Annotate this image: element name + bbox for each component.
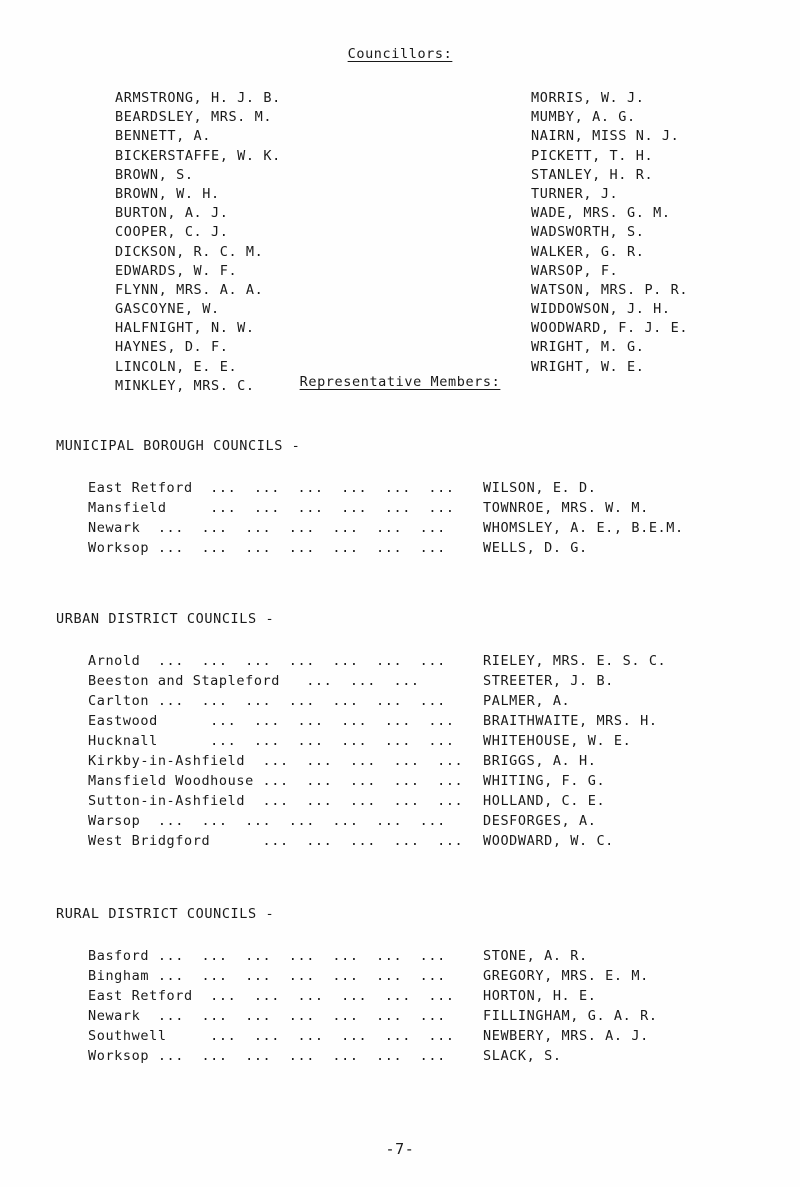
councillor-name: BROWN, W. H.	[115, 185, 220, 202]
member-name: HOLLAND, C. E.	[483, 793, 606, 809]
councillors-left-column	[115, 89, 435, 396]
representative-row	[88, 811, 776, 831]
council-name: Mansfield ... ... ... ... ... ...	[88, 500, 455, 516]
council-name: Worksop ... ... ... ... ... ... ...	[88, 540, 446, 556]
member-name: STONE, A. R.	[483, 948, 588, 964]
representative-members-title: Representative Members:	[299, 374, 501, 390]
council-name: Eastwood ... ... ... ... ... ...	[88, 713, 455, 729]
council-name: Worksop ... ... ... ... ... ... ...	[88, 1048, 446, 1064]
councillor-name: HALFNIGHT, N. W.	[115, 320, 255, 337]
councillor-name: DICKSON, R. C. M.	[115, 243, 264, 260]
councillor-name: WRIGHT, W. E.	[531, 358, 645, 375]
member-name: PALMER, A.	[483, 693, 571, 709]
councillor-name: WOODWARD, F. J. E.	[531, 320, 689, 337]
member-name: SLACK, S.	[483, 1048, 562, 1064]
representative-row	[88, 538, 776, 558]
councillor-name: GASCOYNE, W.	[115, 301, 220, 318]
representative-row	[88, 518, 776, 538]
member-name: WELLS, D. G.	[483, 540, 588, 556]
councillor-name: BROWN, S.	[115, 166, 194, 183]
member-name: STREETER, J. B.	[483, 673, 614, 689]
council-name: Newark ... ... ... ... ... ... ...	[88, 520, 446, 536]
representative-row	[88, 498, 776, 518]
member-name: DESFORGES, A.	[483, 813, 597, 829]
member-name: WHITEHOUSE, W. E.	[483, 733, 632, 749]
page-number: -7-	[385, 1140, 415, 1158]
councillor-name: PICKETT, T. H.	[531, 147, 654, 164]
council-name: Warsop ... ... ... ... ... ... ...	[88, 813, 446, 829]
council-name: Newark ... ... ... ... ... ... ...	[88, 1008, 446, 1024]
member-name: TOWNROE, MRS. W. M.	[483, 500, 649, 516]
councillor-name: MINKLEY, MRS. C.	[115, 377, 255, 394]
section-heading: URBAN DISTRICT COUNCILS -	[56, 611, 275, 627]
council-name: Arnold ... ... ... ... ... ... ...	[88, 653, 446, 669]
representative-row	[88, 711, 776, 731]
representative-row	[88, 671, 776, 691]
councillors-right-column	[435, 89, 755, 396]
councillor-name: BURTON, A. J.	[115, 205, 229, 222]
member-name: BRAITHWAITE, MRS. H.	[483, 713, 658, 729]
councillor-name: COOPER, C. J.	[115, 224, 229, 241]
councillor-name: STANLEY, H. R.	[531, 166, 654, 183]
council-name: Mansfield Woodhouse ... ... ... ... ...	[88, 773, 464, 789]
section-heading: MUNICIPAL BOROUGH COUNCILS -	[56, 438, 301, 454]
councillor-name: BENNETT, A.	[115, 128, 212, 145]
municipal-rows	[88, 478, 776, 558]
representative-row	[88, 691, 776, 711]
representative-row	[88, 946, 776, 966]
council-name: Kirkby-in-Ashfield ... ... ... ... ...	[88, 753, 464, 769]
member-name: WOODWARD, W. C.	[483, 833, 614, 849]
representative-row	[88, 731, 776, 751]
representative-row	[88, 831, 776, 851]
member-name: WILSON, E. D.	[483, 480, 597, 496]
representative-row	[88, 651, 776, 671]
representative-row	[88, 478, 776, 498]
council-name: West Bridgford ... ... ... ... ...	[88, 833, 464, 849]
municipal-borough-section	[56, 436, 776, 558]
councillor-name: HAYNES, D. F.	[115, 339, 229, 356]
councillor-name: WATSON, MRS. P. R.	[531, 281, 689, 298]
member-name: BRIGGS, A. H.	[483, 753, 597, 769]
councillor-name: NAIRN, MISS N. J.	[531, 128, 680, 145]
member-name: WHOMSLEY, A. E., B.E.M.	[483, 520, 684, 536]
rural-district-section	[56, 904, 776, 1066]
councillor-name: BEARDSLEY, MRS. M.	[115, 109, 273, 126]
council-name: Carlton ... ... ... ... ... ... ...	[88, 693, 446, 709]
councillor-name: WIDDOWSON, J. H.	[531, 301, 671, 318]
member-name: FILLINGHAM, G. A. R.	[483, 1008, 658, 1024]
section-heading: RURAL DISTRICT COUNCILS -	[56, 906, 275, 922]
member-name: RIELEY, MRS. E. S. C.	[483, 653, 667, 669]
council-name: Basford ... ... ... ... ... ... ...	[88, 948, 446, 964]
representative-row	[88, 1006, 776, 1026]
council-name: Sutton-in-Ashfield ... ... ... ... ...	[88, 793, 464, 809]
rural-rows	[88, 946, 776, 1066]
councillor-name: WARSOP, F.	[531, 262, 619, 279]
member-name: WHITING, F. G.	[483, 773, 606, 789]
council-name: Bingham ... ... ... ... ... ... ...	[88, 968, 446, 984]
representative-row	[88, 771, 776, 791]
councillor-name: BICKERSTAFFE, W. K.	[115, 147, 281, 164]
councillor-name: MORRIS, W. J.	[531, 90, 645, 106]
council-name: East Retford ... ... ... ... ... ...	[88, 480, 455, 496]
councillor-name: EDWARDS, W. F.	[115, 262, 238, 279]
representative-row	[88, 966, 776, 986]
councillor-name: ARMSTRONG, H. J. B.	[115, 90, 281, 106]
urban-rows	[88, 651, 776, 851]
councillor-name: WALKER, G. R.	[531, 243, 645, 260]
councillor-name: WADSWORTH, S.	[531, 224, 645, 241]
page-title: Councillors:	[347, 46, 453, 62]
member-name: NEWBERY, MRS. A. J.	[483, 1028, 649, 1044]
councillor-name: TURNER, J.	[531, 185, 619, 202]
councillors-list	[115, 89, 755, 396]
councillor-name: WADE, MRS. G. M.	[531, 205, 671, 222]
urban-district-section	[56, 609, 776, 851]
council-name: Beeston and Stapleford ... ... ...	[88, 673, 420, 689]
councillor-name: MUMBY, A. G.	[531, 109, 636, 126]
representative-row	[88, 791, 776, 811]
representative-row	[88, 751, 776, 771]
councillor-name: WRIGHT, M. G.	[531, 339, 645, 356]
councillor-name: FLYNN, MRS. A. A.	[115, 281, 264, 298]
representative-row	[88, 1026, 776, 1046]
council-name: Hucknall ... ... ... ... ... ...	[88, 733, 455, 749]
council-name: East Retford ... ... ... ... ... ...	[88, 988, 455, 1004]
council-name: Southwell ... ... ... ... ... ...	[88, 1028, 455, 1044]
member-name: HORTON, H. E.	[483, 988, 597, 1004]
member-name: GREGORY, MRS. E. M.	[483, 968, 649, 984]
councillor-name: LINCOLN, E. E.	[115, 358, 238, 375]
representative-row	[88, 986, 776, 1006]
representative-row	[88, 1046, 776, 1066]
